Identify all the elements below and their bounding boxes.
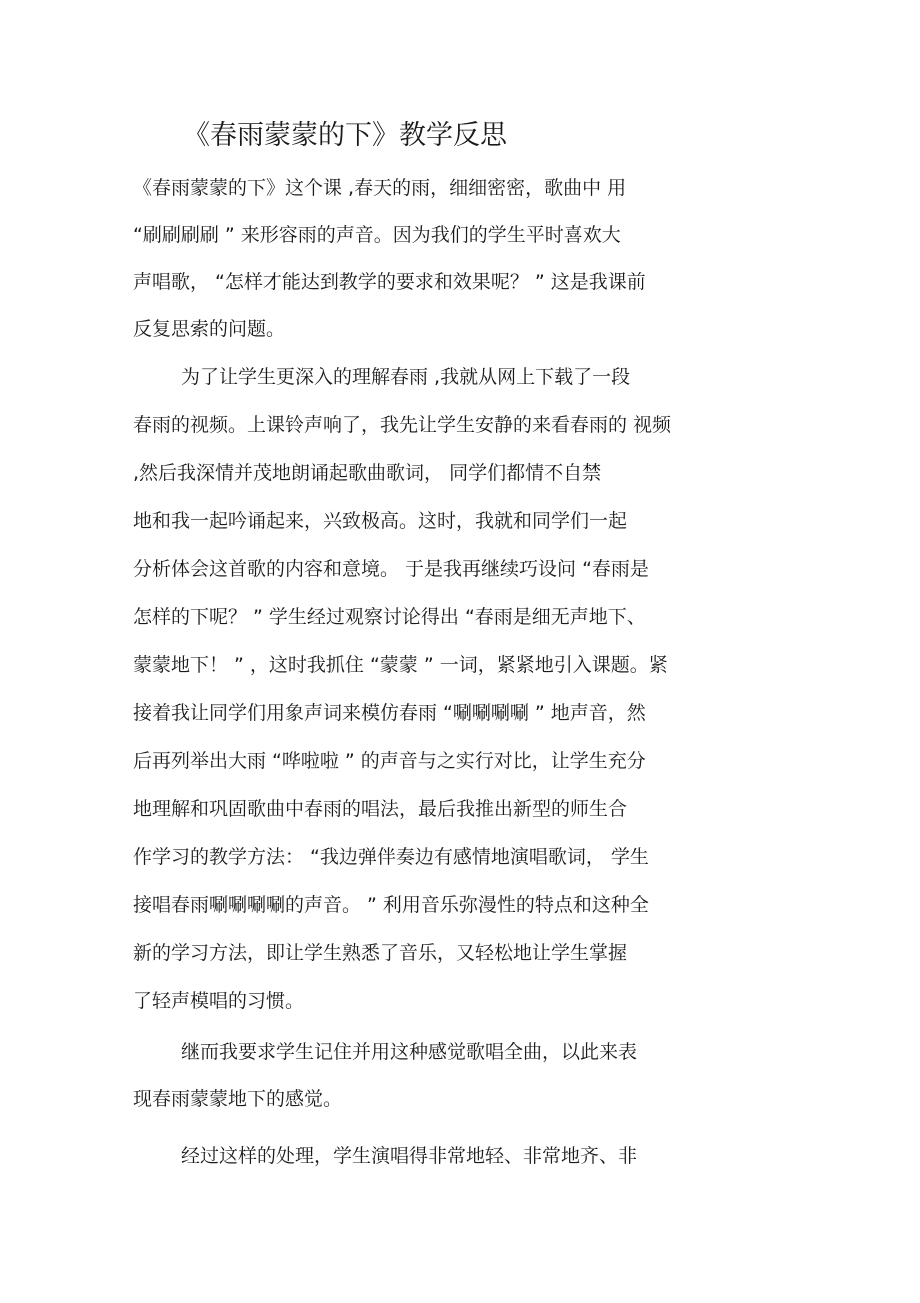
page-title: 《春雨蒙蒙的下》教学反思	[183, 120, 507, 151]
text-line: “刷刷刷刷 ” 来形容雨的声音。因为我们的学生平时喜欢大	[133, 224, 621, 246]
text-line: 了轻声模唱的习惯。	[133, 990, 305, 1012]
text-line: 后再列举出大雨 “哗啦啦 ” 的声音与之实行对比，让学生充分	[133, 750, 646, 772]
text-line: 接着我让同学们用象声词来模仿春雨 “唰唰唰唰 ” 地声音，然	[133, 702, 646, 724]
text-line: 反复思索的问题。	[133, 318, 286, 340]
text-line: 为了让学生更深入的理解春雨 ,我就从网上下载了一段	[181, 366, 631, 388]
text-line: 继而我要求学生记住并用这种感觉歌唱全曲，以此来表	[181, 1041, 638, 1063]
text-line: 蒙蒙地下！ ” ，这时我抓住 “蒙蒙 ” 一词，紧紧地引入课题。紧	[133, 654, 668, 676]
text-line: 《春雨蒙蒙的下》这个课 ,春天的雨，细细密密，歌曲中 用	[133, 177, 627, 199]
text-line: 经过这样的处理，学生演唱得非常地轻、非常地齐、非	[181, 1145, 638, 1167]
text-line: 春雨的视频。上课铃声响了，我先让学生安静的来看春雨的 视频	[133, 414, 672, 436]
text-line: 声唱歌， “怎样才能达到教学的要求和效果呢？ ” 这是我课前	[133, 271, 646, 293]
text-line: 新的学习方法，即让学生熟悉了音乐，又轻松地让学生掌握	[133, 942, 628, 964]
text-line: 地理解和巩固歌曲中春雨的唱法，最后我推出新型的师生合	[133, 798, 628, 820]
text-line: 作学习的教学方法： “我边弹伴奏边有感情地演唱歌词， 学生	[133, 846, 649, 868]
text-line: 接唱春雨唰唰唰唰的声音。 ” 利用音乐弥漫性的特点和这种全	[133, 894, 649, 916]
text-line: 怎样的下呢？ ” 学生经过观察讨论得出 “春雨是细无声地下、	[133, 606, 646, 628]
text-line: 现春雨蒙蒙地下的感觉。	[133, 1088, 343, 1110]
text-line: 地和我一起吟诵起来，兴致极高。这时，我就和同学们一起	[133, 510, 628, 532]
text-line: 分析体会这首歌的内容和意境。 于是我再继续巧设问 “春雨是	[133, 558, 649, 580]
text-line: ,然后我深情并茂地朗诵起歌曲歌词， 同学们都情不自禁	[133, 462, 602, 484]
